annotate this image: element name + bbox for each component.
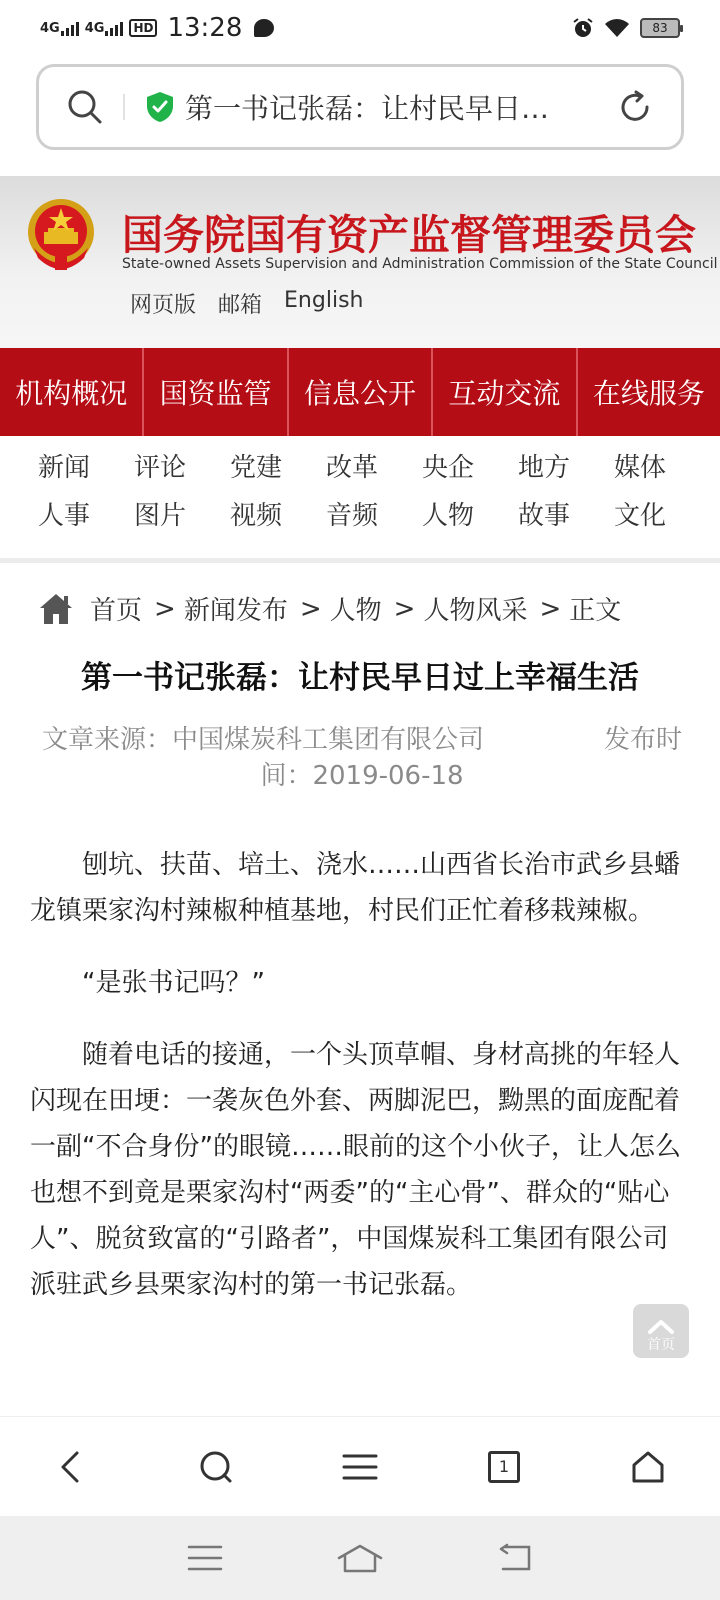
message-icon (254, 19, 274, 37)
sub-nav-item[interactable]: 故事 (518, 501, 571, 531)
sub-nav-item[interactable]: 改革 (326, 453, 379, 483)
back-button[interactable] (37, 1432, 107, 1502)
sub-nav-item[interactable]: 文化 (614, 501, 667, 531)
refresh-icon[interactable] (617, 89, 653, 125)
nav-disclosure[interactable]: 信息公开 (289, 348, 433, 436)
page-title-address[interactable]: 第一书记张磊：让村民早日… (185, 92, 550, 125)
sub-nav-item[interactable]: 评论 (134, 453, 187, 483)
sub-nav-item[interactable]: 人事 (38, 501, 91, 531)
alarm-icon (572, 17, 594, 39)
article-title: 第一书记张磊：让村民早日过上幸福生活 (81, 660, 639, 696)
back-to-top-label: 首页 (647, 1337, 675, 1353)
breadcrumb-people[interactable]: 人物 (329, 596, 382, 626)
breadcrumb-news[interactable]: 新闻发布 (183, 596, 288, 626)
nav-interaction[interactable]: 互动交流 (433, 348, 577, 436)
hd-badge: HD (129, 19, 157, 37)
nav-institution[interactable]: 机构概况 (0, 348, 144, 436)
wifi-icon (604, 18, 630, 38)
link-web-version[interactable]: 网页版 (130, 293, 197, 318)
breadcrumb: 首页 > 新闻发布 > 人物 > 人物风采 > 正文 (38, 590, 621, 627)
sub-nav-item[interactable]: 图片 (134, 501, 187, 531)
link-mailbox[interactable]: 邮箱 (218, 293, 263, 318)
battery-icon: 83 (640, 18, 680, 38)
sub-nav-item[interactable]: 音频 (326, 501, 379, 531)
divider (0, 558, 720, 563)
sub-nav-item[interactable]: 新闻 (38, 453, 91, 483)
article-paragraph: 随着电话的接通，一个头顶草帽、身材高挑的年轻人闪现在田埂：一袭灰色外套、两脚泥巴，黝黑的面庞配着一副“不合身份”的眼镜……眼前的这个小伙子，让人怎么也想不到竟是栗家沟村“两委”的“主心骨”、群众的“贴心人”、脱贫致富的“引路者”，中国煤炭科工集团有限公司派驻武乡县栗家沟村的第一书记张磊。 (30, 1040, 681, 1300)
tabs-button[interactable] (469, 1432, 539, 1502)
search-icon[interactable] (67, 89, 103, 125)
search-button[interactable] (181, 1432, 251, 1502)
system-nav-bar (0, 1516, 720, 1600)
back-icon (57, 1449, 87, 1485)
shield-check-icon (145, 91, 175, 123)
sub-nav-item[interactable]: 地方 (518, 453, 571, 483)
article-date-label: 发布时 (603, 725, 682, 755)
article-paragraph: 刨坑、扶苗、培土、浇水……山西省长治市武乡县蟠龙镇栗家沟村辣椒种植基地，村民们正忙着移栽辣椒。 (30, 850, 681, 926)
breadcrumb-home[interactable]: 首页 (90, 596, 143, 626)
sub-nav-item[interactable]: 媒体 (614, 453, 667, 483)
national-emblem-icon (26, 198, 96, 272)
sub-nav-item[interactable]: 央企 (422, 453, 475, 483)
site-links (130, 288, 363, 319)
article-date: 间：2019-06-18 (260, 761, 464, 791)
sub-nav-item[interactable]: 人物 (422, 501, 475, 531)
chevron-up-icon (647, 1318, 675, 1334)
menu-icon (342, 1452, 378, 1482)
site-header (0, 176, 720, 348)
site-name: 国务院国有资产监督管理委员会 (122, 211, 696, 259)
menu-button[interactable] (325, 1432, 395, 1502)
back-to-top-button[interactable] (633, 1304, 689, 1358)
nav-supervision[interactable]: 国资监管 (144, 348, 288, 436)
sub-nav (38, 452, 698, 532)
status-bar (0, 0, 720, 56)
home-icon[interactable] (336, 1542, 384, 1574)
link-english[interactable]: English (284, 288, 364, 313)
recent-apps-icon[interactable] (187, 1544, 223, 1572)
article-body (30, 842, 692, 1334)
article-meta (42, 722, 682, 794)
article-paragraph: “是张书记吗？” (82, 968, 265, 998)
tabs-icon: 1 (488, 1451, 520, 1483)
nav-online-service[interactable]: 在线服务 (592, 377, 705, 410)
home-button[interactable] (613, 1432, 683, 1502)
home-icon[interactable] (38, 592, 74, 626)
breadcrumb-people-style[interactable]: 人物风采 (423, 596, 528, 626)
url-divider (123, 94, 125, 120)
breadcrumb-current: 正文 (569, 596, 622, 626)
article-source: 文章来源：中国煤炭科工集团有限公司 (42, 725, 485, 755)
signal-icon: 4G (40, 21, 79, 36)
back-icon[interactable] (497, 1543, 533, 1573)
url-bar[interactable] (36, 64, 684, 150)
search-icon (198, 1449, 234, 1485)
sub-nav-item[interactable]: 视频 (230, 501, 283, 531)
home-icon (630, 1449, 666, 1485)
site-name-english: State-owned Assets Supervision and Administration Commission of the State Council (122, 256, 718, 272)
sub-nav-item[interactable]: 党建 (230, 453, 283, 483)
signal-icon: 4G (85, 21, 124, 36)
browser-toolbar (0, 1416, 720, 1516)
main-nav (0, 348, 720, 436)
status-time: 13:28 (167, 13, 243, 43)
